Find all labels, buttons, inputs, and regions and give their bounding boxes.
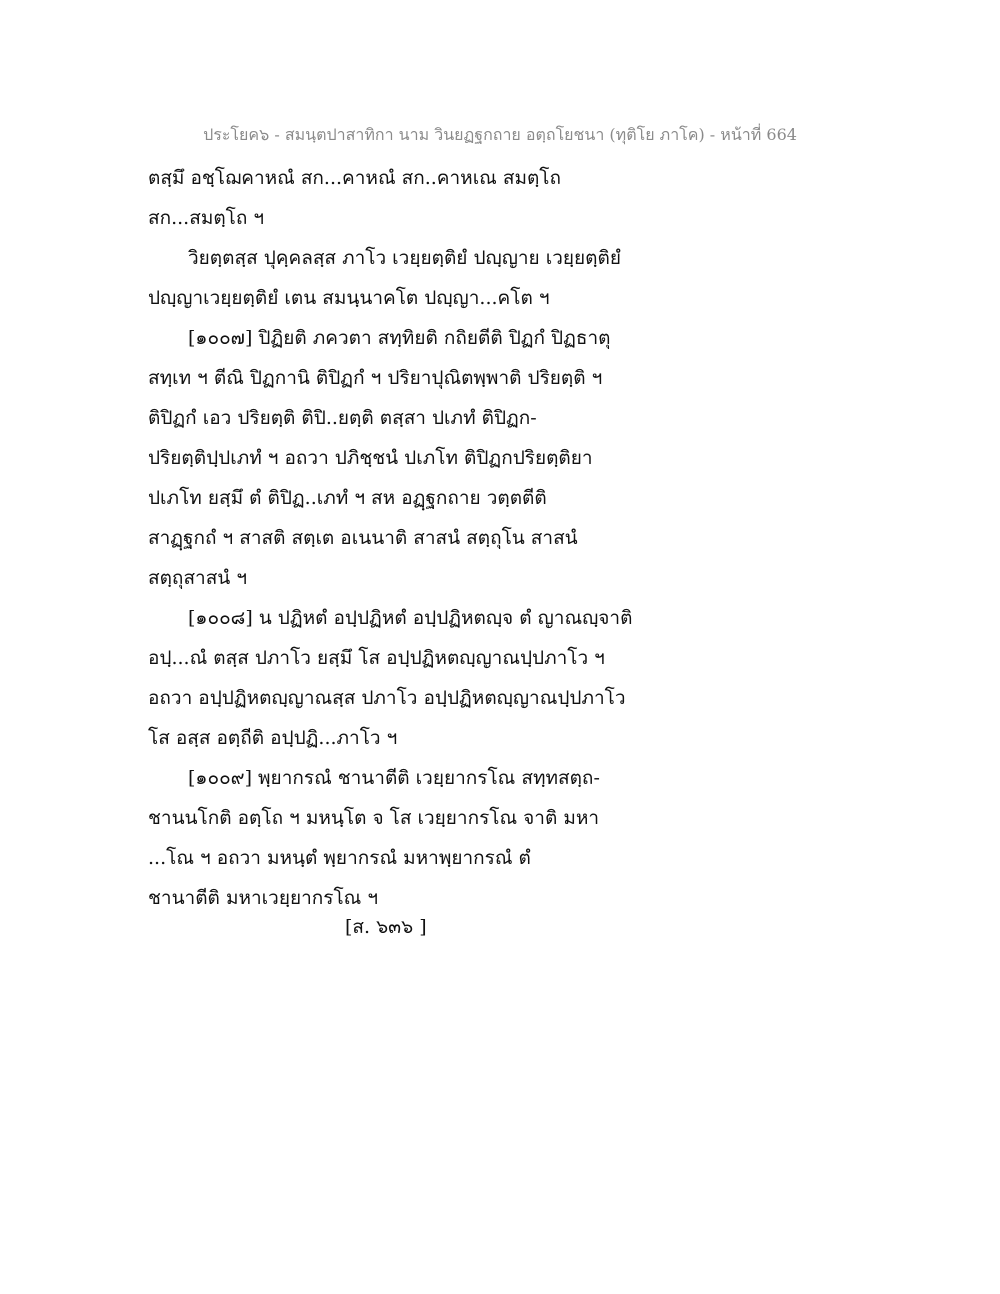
text-line: ชานาตีติ มหาเวยฺยากรโณ ฯ xyxy=(148,887,379,909)
text-line: อถวา อปฺปฏิหตญฺญาณสฺส ปภาโว อปฺปฏิหตญฺญาณปฺปภาโว xyxy=(148,687,626,709)
text-line: สก...สมตฺโถ ฯ xyxy=(148,207,265,229)
text-line: ตสฺมึ อชฺโฌคาหณํ สก...คาหณํ สก..คาหเณ สมตฺโถ xyxy=(148,167,562,189)
text-line: โส อสฺส อตฺถีติ อปฺปฏิ...ภาโว ฯ xyxy=(148,727,398,749)
text-line: สาฏฺฐกถํ ฯ สาสติ สตฺเต อเนนาติ สาสนํ สตฺถุโน สาสนํ xyxy=(148,527,578,549)
text-line: ...โณ ฯ อถวา มหนฺตํ พฺยากรณํ มหาพฺยากรณํ ตํ xyxy=(148,847,531,869)
text-line: วิยตฺตสฺส ปุคฺคลสฺส ภาโว เวยฺยตฺติยํ ปญฺญาย เวยฺยตฺติยํ xyxy=(188,247,621,269)
page-header: ประโยค๖ - สมนฺตปาสาทิกา นาม วินยฏฐกถาย อตฺถโยชนา (ทุติโย ภาโค) - หน้าที่ 664 xyxy=(203,125,797,144)
text-line: [๑๐๐๗] ปิฏิยติ ภควตา สทฺทิยติ กถิยตีติ ปิฏกํ ปิฏธาตุ xyxy=(188,327,611,349)
text-line: สตฺถุสาสนํ ฯ xyxy=(148,567,247,589)
text-line: ปเภโท ยสฺมึ ตํ ติปิฏ..เภทํ ฯ สห อฏฺฐกถาย วตฺตตีติ xyxy=(148,487,547,509)
text-line: ปริยตฺติปฺปเภทํ ฯ อถวา ปภิชฺชนํ ปเภโท ติปิฏกปริยตฺติยา xyxy=(148,447,593,469)
text-line: สทฺเท ฯ ตีณิ ปิฏกานิ ติปิฏกํ ฯ ปริยาปุณิตพฺพาติ ปริยตฺติ ฯ xyxy=(148,367,603,389)
text-line: ชานนโกติ อตฺโถ ฯ มหนฺโต จ โส เวยฺยากรโณ จาติ มหา xyxy=(148,807,600,829)
body-text xyxy=(148,158,848,918)
text-line: ปญฺญาเวยฺยตฺติยํ เตน สมนฺนาคโต ปญฺญา...คโต ฯ xyxy=(148,287,550,309)
page-footer-reference: [ส. ๖๓๖ ] xyxy=(345,916,427,938)
text-line: [๑๐๐๘] น ปฏิหตํ อปฺปฏิหตํ อปฺปฏิหตญฺจ ตํ ญาณญฺจาติ xyxy=(188,607,633,629)
text-line: อปฺ...ณํ ตสฺส ปภาโว ยสฺมึ โส อปฺปฏิหตญฺญาณปฺปภาโว ฯ xyxy=(148,647,605,669)
text-line: [๑๐๐๙] พฺยากรณํ ชานาตีติ เวยฺยากรโณ สทฺทสตฺถ- xyxy=(188,767,600,789)
text-line: ติปิฏกํ เอว ปริยตฺติ ติปิ..ยตฺติ ตสฺสา ปเภทํ ติปิฏก- xyxy=(148,407,537,429)
